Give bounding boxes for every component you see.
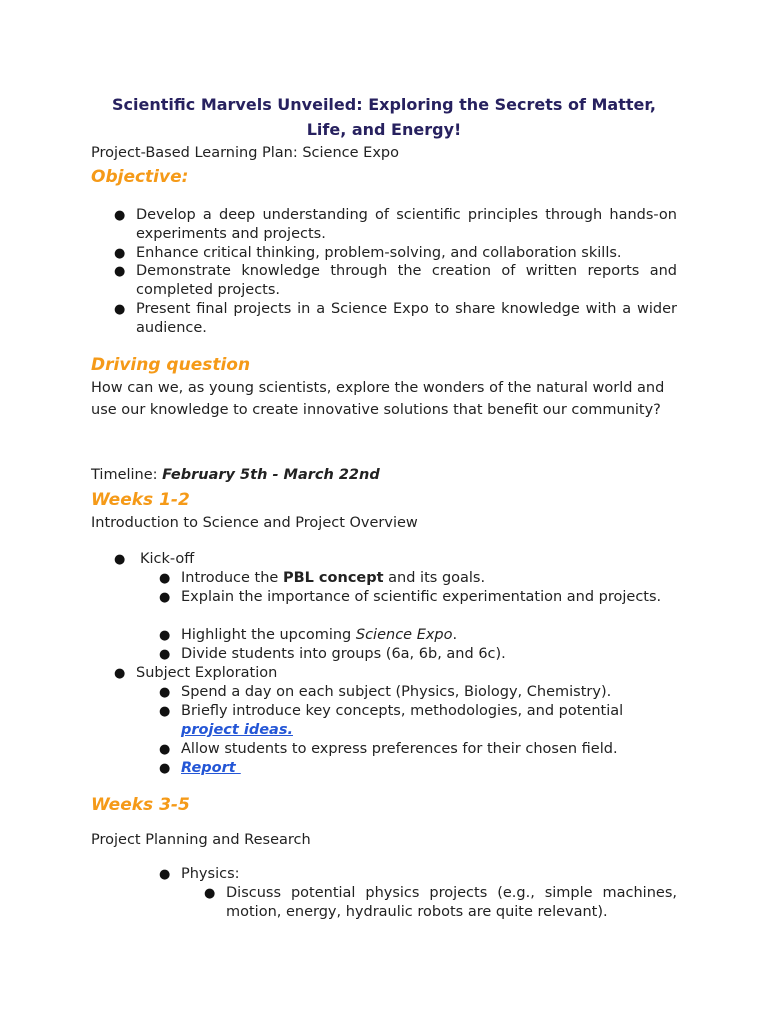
physics-item: ● Physics:	[159, 866, 240, 882]
objective-item: ● Demonstrate knowledge through the creation of written reports and completed projects.	[114, 263, 677, 298]
subject-subitem: ● Spend a day on each subject (Physics, Biology, Chemistry).	[159, 684, 612, 700]
bullet-icon: ●	[114, 666, 126, 681]
project-ideas-link[interactable]: project ideas.	[181, 722, 293, 738]
bullet-icon: ●	[159, 590, 171, 605]
subject-subitem: ● Briefly introduce key concepts, methodologies, and potential project ideas.	[159, 703, 624, 738]
timeline	[91, 465, 681, 487]
kickoff-item: ● Kick-off	[114, 551, 195, 567]
weeks-3-5-heading: Weeks 3-5	[91, 795, 190, 815]
objective-item: ● Enhance critical thinking, problem-solving, and collaboration skills.	[114, 245, 622, 261]
objective-item: ● Develop a deep understanding of scientific principles through hands-on experiments and projects.	[114, 207, 677, 242]
subject-exploration-item: ● Subject Exploration	[114, 665, 278, 681]
science-expo-text: Science Expo	[355, 627, 453, 643]
bullet-icon: ●	[159, 685, 171, 700]
bullet-icon: ●	[159, 628, 171, 643]
pbl-concept-text: PBL concept	[282, 570, 384, 586]
subject-subitem: ● Allow students to express preferences for their chosen field.	[159, 741, 618, 757]
kickoff-subitem: ● Divide students into groups (6a, 6b, and 6c).	[159, 646, 506, 662]
bullet-icon: ●	[159, 571, 171, 586]
bullet-icon: ●	[114, 246, 126, 261]
weeks-3-5-intro: Project Planning and Research	[91, 832, 311, 848]
document-subtitle: Project-Based Learning Plan: Science Expo	[91, 145, 399, 161]
bullet-icon: ●	[159, 867, 171, 882]
bullet-icon: ●	[159, 742, 171, 757]
bullet-icon: ●	[114, 264, 126, 279]
timeline-label: Timeline:	[91, 467, 158, 483]
report-link[interactable]: Report	[181, 760, 241, 776]
bullet-icon: ●	[159, 647, 171, 662]
bullet-icon: ●	[204, 886, 216, 901]
subject-subitem	[159, 759, 677, 778]
bullet-icon: ●	[159, 704, 171, 719]
objective-heading: Objective:	[91, 167, 189, 187]
bullet-icon: ●	[114, 208, 126, 223]
driving-question-heading: Driving question	[91, 355, 251, 375]
kickoff-subitem: ● Explain the importance of scientific experimentation and projects.	[159, 589, 662, 605]
document-title: Scientific Marvels Unveiled: Exploring the Secrets of Matter, Life, and Energy!	[112, 95, 656, 139]
bullet-icon: ●	[114, 302, 126, 317]
weeks-1-2-heading: Weeks 1-2	[91, 490, 190, 510]
kickoff-subitem: ● Highlight the upcoming Science Expo.	[159, 627, 458, 643]
driving-question-text: How can we, as young scientists, explore the wonders of the natural world and use our knowledge to create innovative solutions that benefit our community?	[91, 380, 665, 418]
bullet-icon: ●	[159, 761, 171, 776]
objective-item: ● Present final projects in a Science Expo to share knowledge with a wider audience.	[114, 301, 677, 336]
bullet-icon: ●	[114, 552, 126, 567]
timeline-dates: February 5th - March 22nd	[162, 467, 380, 483]
physics-subitem: ● Discuss potential physics projects (e.g., simple machines, motion, energy, hydraulic robots are quite relevant).	[204, 885, 677, 920]
weeks-1-2-intro: Introduction to Science and Project Overview	[91, 515, 418, 531]
kickoff-subitem: ● Introduce the PBL concept and its goals.	[159, 570, 486, 586]
